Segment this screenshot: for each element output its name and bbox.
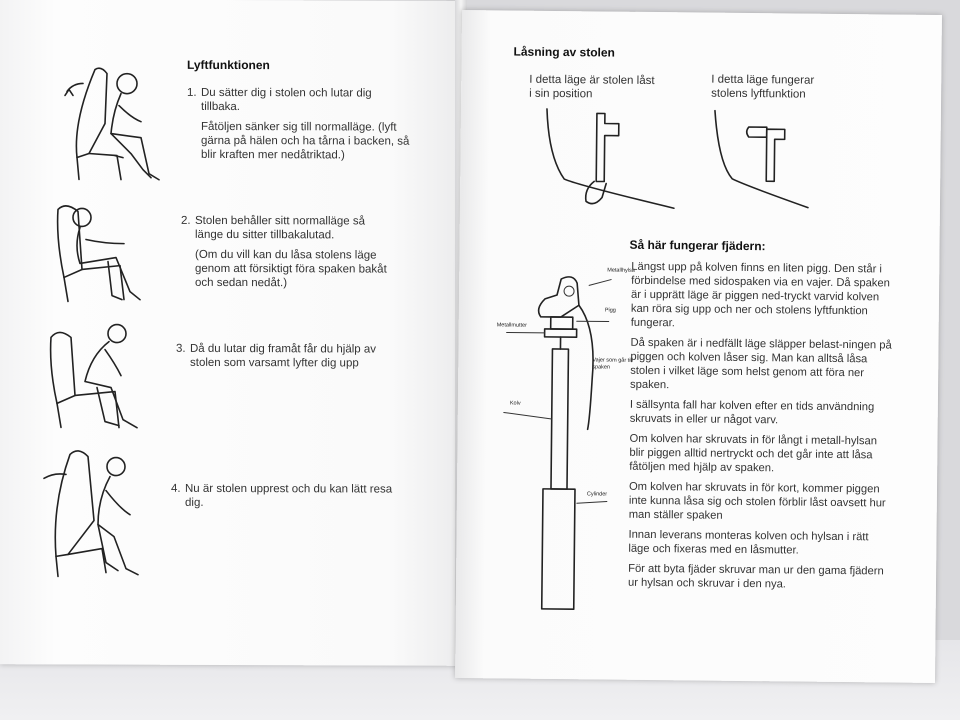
locking-title: Låsning av stolen [513,44,615,60]
paragraph-3: I sällsynta fall har kolven efter en tids användning skruvats in eller ur något varv. [629,398,875,427]
step-3-text: Då du lutar dig framåt får du hjälp av stolen som varsamt lyfter dig upp [190,342,377,370]
label-wire: Vajer som går till spaken [592,357,633,371]
lever-locked-diagram [544,107,685,218]
label-pin: Pigg [604,307,616,314]
step-2-number: 2. [181,214,191,227]
lift-position-label: I detta läge fungerar stolens lyftfunktion [711,73,815,101]
step-3-number: 3. [176,342,186,355]
lever-lift-diagram [712,109,823,220]
chair-recline-illustration [55,61,165,191]
paragraph-1: Längst upp på kolven finns en liten pigg. Den står i förbindelse med sidospaken via en vajer. Då spaken är i upprätt läge är piggen ned-tryckt varvid kolven kan röra sig upp och ner och stolens lyftfunktion fungerar. [630,260,890,330]
chair-lean-forward-illustration [45,319,155,439]
paragraph-6: Innan leverans monteras kolven och hylsan i rätt läge och fixeras med en låsmutter. [628,528,869,557]
spring-function-title: Så här fungerar fjädern: [629,237,766,254]
paragraph-2: Då spaken är i nedfällt läge släpper belast-ningen på piggen och kolven låser sig. Man kan alltså låsa stolen i vilket läge som helst genom att föra ner spaken. [630,336,892,392]
step-4 [171,482,411,511]
paragraph-5: Om kolven har skruvats in för kort, kommer piggen inte kunna låsa sig och stolen förblir låst oavsett hur man ställer spaken [628,480,886,522]
label-piston: Kolv [509,400,521,407]
left-page [0,0,460,666]
step-1 [187,86,427,163]
chair-seated-illustration [50,199,160,314]
paragraph-4: Om kolven har skruvats in för långt i metall-hylsan blir piggen alltid nertryckt och det går inte att låsa fåtöljen med hjälp av spaken. [629,432,878,475]
label-sleeve: Metallhylsa [607,267,635,274]
step-1-note: Fåtöljen sänker sig till normalläge. (lyft gärna på hälen och ha tårna i backen, så blir kraften mer nedåtriktad.) [201,120,410,162]
step-3 [176,342,416,371]
step-1-text: Du sätter dig i stolen och lutar dig tillbaka. [201,86,372,114]
step-4-number: 4. [171,482,181,495]
paragraph-7: För att byta fjäder skruvar man ur den gama fjädern ur hylsan och skruvar i den nya. [627,562,884,591]
label-cylinder: Cylinder [586,491,608,498]
step-2-note: (Om du vill kan du låsa stolens läge genom att försiktigt föra spaken bakåt och sedan nedåt.) [195,248,387,290]
lift-function-title: Lyftfunktionen [187,57,270,73]
step-2-text: Stolen behåller sitt normalläge så länge du sitter tillbakalutad. [195,214,366,242]
step-1-number: 1. [187,86,197,99]
locked-position-label: I detta läge är stolen låst i sin position [529,73,655,101]
right-page [455,10,942,683]
gas-spring-diagram [498,268,622,619]
step-4-text: Nu är stolen upprest och du kan lätt resa dig. [185,482,393,509]
spring-text [628,260,893,593]
step-2 [181,214,421,291]
label-nut: Metallmutter [496,322,527,329]
chair-raised-illustration [40,444,155,584]
